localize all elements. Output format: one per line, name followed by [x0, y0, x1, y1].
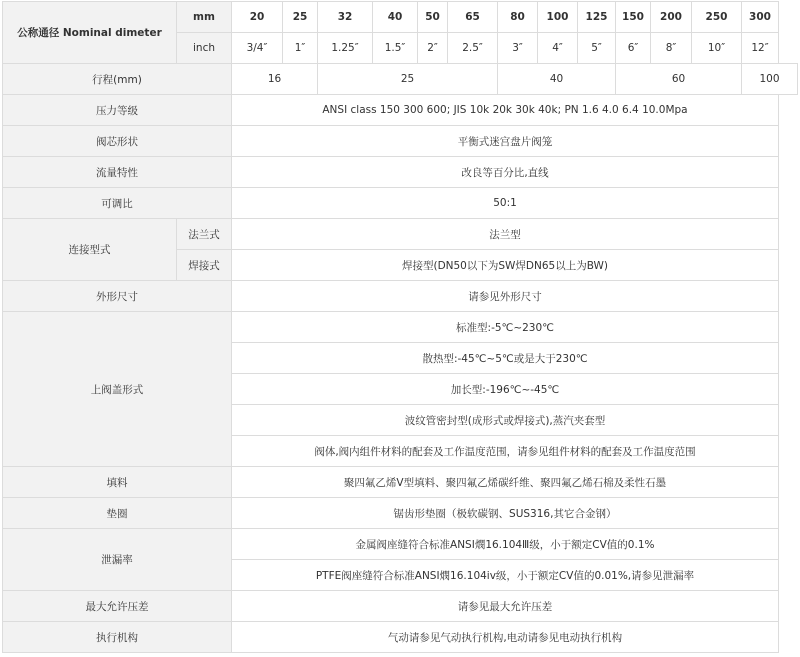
pressure-label: 压力等级 [3, 95, 232, 126]
core-row [3, 126, 798, 157]
connection-row [3, 219, 798, 250]
size-mm-cell: 125 [578, 2, 616, 33]
actuator-row [3, 622, 798, 653]
pressure-value: ANSI class 150 300 600; JIS 10k 20k 30k 40k; PN 1.6 4.0 6.4 10.0Mpa [232, 95, 779, 126]
bonnet-value: 阀体,阀内组件材料的配套及工作温度范围，请参见组件材料的配套及工作温度范围 [232, 436, 779, 467]
packing-row [3, 467, 798, 498]
flow-label: 流量特性 [3, 157, 232, 188]
packing-label: 填料 [3, 467, 232, 498]
unit-mm-label: mm [177, 2, 232, 33]
gasket-row [3, 498, 798, 529]
bonnet-value: 波纹管密封型(成形式或焊接式),蒸汽夹套型 [232, 405, 779, 436]
size-inch-cell: 8″ [651, 33, 692, 64]
size-mm-cell: 250 [692, 2, 742, 33]
size-mm-cell: 80 [498, 2, 538, 33]
max-dp-row [3, 591, 798, 622]
actuator-label: 执行机构 [3, 622, 232, 653]
connection-weld-value: 焊接型(DN50以下为SW焊DN65以上为BW) [232, 250, 779, 281]
size-mm-cell: 300 [742, 2, 779, 33]
size-inch-cell: 5″ [578, 33, 616, 64]
connection-weld-label: 焊接式 [177, 250, 232, 281]
size-inch-cell: 12″ [742, 33, 779, 64]
connection-label: 连接型式 [3, 219, 177, 281]
size-mm-cell: 40 [373, 2, 418, 33]
bonnet-value: 散热型:-45℃~5℃或是大于230℃ [232, 343, 779, 374]
stroke-value: 16 [232, 64, 318, 95]
max-dp-value: 请参见最大允许压差 [232, 591, 779, 622]
unit-inch-label: inch [177, 33, 232, 64]
connection-flange-value: 法兰型 [232, 219, 779, 250]
stroke-value: 25 [318, 64, 498, 95]
spec-table [2, 1, 798, 653]
dimensions-label: 外形尺寸 [3, 281, 232, 312]
flow-row [3, 157, 798, 188]
stroke-label: 行程(mm) [3, 64, 232, 95]
rangeability-value: 50:1 [232, 188, 779, 219]
packing-value: 聚四氟乙烯V型填料、聚四氟乙烯碳纤维、聚四氟乙烯石棉及柔性石墨 [232, 467, 779, 498]
stroke-value: 60 [616, 64, 742, 95]
stroke-value: 40 [498, 64, 616, 95]
bonnet-value: 标准型:-5℃~230℃ [232, 312, 779, 343]
connection-flange-label: 法兰式 [177, 219, 232, 250]
size-inch-cell: 1.5″ [373, 33, 418, 64]
size-inch-cell: 2″ [418, 33, 448, 64]
core-value: 平衡式迷宫盘片阀笼 [232, 126, 779, 157]
gasket-value: 锯齿形垫圈（极软碳钢、SUS316,其它合金钢） [232, 498, 779, 529]
size-mm-cell: 100 [538, 2, 578, 33]
rangeability-label: 可调比 [3, 188, 232, 219]
dimensions-row [3, 281, 798, 312]
size-mm-cell: 32 [318, 2, 373, 33]
stroke-value: 100 [742, 64, 798, 95]
size-mm-cell: 20 [232, 2, 283, 33]
size-mm-cell: 65 [448, 2, 498, 33]
flow-value: 改良等百分比,直线 [232, 157, 779, 188]
size-inch-cell: 2.5″ [448, 33, 498, 64]
size-inch-cell: 1″ [283, 33, 318, 64]
leakage-value: 金属阀座缝符合标准ANSI燘16.104Ⅲ级，小于额定CV值的0.1% [232, 529, 779, 560]
bonnet-row [3, 312, 798, 343]
actuator-value: 气动请参见气动执行机构,电动请参见电动执行机构 [232, 622, 779, 653]
size-inch-cell: 4″ [538, 33, 578, 64]
leakage-value: PTFE阀座缝符合标准ANSI燘16.104iv级，小于额定CV值的0.01%,请参见泄漏率 [232, 560, 779, 591]
size-mm-cell: 200 [651, 2, 692, 33]
size-inch-cell: 1.25″ [318, 33, 373, 64]
core-label: 阀芯形状 [3, 126, 232, 157]
bonnet-label: 上阀盖形式 [3, 312, 232, 467]
size-mm-cell: 50 [418, 2, 448, 33]
dimensions-value: 请参见外形尺寸 [232, 281, 779, 312]
size-mm-cell: 25 [283, 2, 318, 33]
size-inch-cell: 3″ [498, 33, 538, 64]
size-inch-cell: 10″ [692, 33, 742, 64]
size-inch-cell: 6″ [616, 33, 651, 64]
max-dp-label: 最大允许压差 [3, 591, 232, 622]
bonnet-value: 加长型:-196℃~-45℃ [232, 374, 779, 405]
stroke-row [3, 64, 798, 95]
header-row-mm [3, 2, 798, 33]
size-mm-cell: 150 [616, 2, 651, 33]
nominal-diameter-label: 公称通径 Nominal dimeter [3, 2, 177, 64]
pressure-row [3, 95, 798, 126]
leakage-label: 泄漏率 [3, 529, 232, 591]
rangeability-row [3, 188, 798, 219]
leakage-row [3, 529, 798, 560]
gasket-label: 垫圈 [3, 498, 232, 529]
size-inch-cell: 3/4″ [232, 33, 283, 64]
